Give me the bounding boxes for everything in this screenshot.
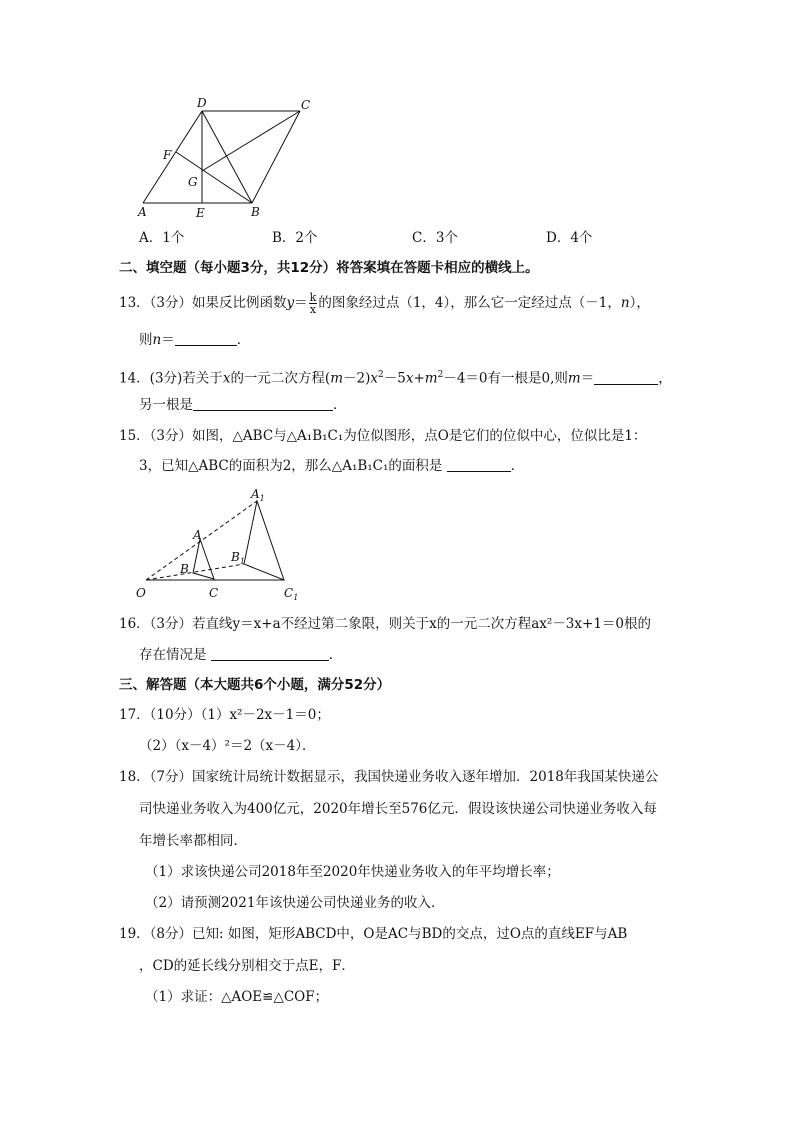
- q14-m2: m: [424, 370, 438, 387]
- q18-line2: 司快递业务收入为400亿元，2020年增长至576亿元．假设该快递公司快递业务收入每: [139, 801, 657, 817]
- label-d: D: [197, 96, 207, 110]
- q13-prefix: 13．（3分）如果反比例函数: [119, 295, 287, 311]
- q14-part-g: ＝: [580, 370, 595, 387]
- segment-db: [202, 111, 252, 203]
- q14-answer-blank-root[interactable]: [193, 396, 333, 411]
- q18-line1: 18．（7分）国家统计局统计数据显示，我国快递业务收入逐年增加．2018年我国某快递公: [119, 769, 659, 785]
- label-b-small: B: [180, 562, 189, 576]
- q19-line3: （1）求证：△AOE≌△COF；: [145, 989, 329, 1005]
- q13-eq: ＝: [294, 295, 308, 311]
- q14-m: m: [330, 370, 344, 387]
- label-o: O: [136, 586, 146, 600]
- q14-x3: x: [405, 370, 414, 387]
- segment-ad: [143, 111, 202, 203]
- label-c1: $C_1$: [284, 586, 299, 602]
- q13-line2-end: ．: [236, 332, 251, 348]
- q14-line1-end: ，: [658, 370, 672, 387]
- q13-line2-text: 则: [139, 332, 153, 348]
- label-a1: $A_1$: [251, 487, 265, 503]
- q14-part-e: +: [413, 370, 425, 387]
- q12-option-d: D．4个: [546, 230, 593, 246]
- q14-m3: m: [567, 370, 581, 387]
- figure-homothety: [130, 484, 320, 602]
- q16-line2-end: ．: [328, 647, 343, 663]
- section2-title: 二、填空题（每小题3分，共12分）将答案填在答题卡相应的横线上。: [119, 260, 539, 276]
- label-b1: $B_1$: [231, 550, 245, 566]
- q13-line2-eq: ＝: [161, 332, 175, 348]
- label-c-small: C: [209, 586, 219, 600]
- q14-answer-blank-m[interactable]: [594, 370, 658, 385]
- section3-title: 三、解答题（本大题共6个小题，满分52分）: [119, 677, 391, 693]
- triangle-abc: [193, 539, 214, 579]
- q14-part-b: 的一元二次方程(: [230, 370, 331, 387]
- q16-line2: [139, 645, 342, 665]
- q14-x: x: [222, 370, 231, 387]
- label-e: E: [196, 206, 205, 220]
- q18-line4: （1）求该快递公司2018年至2020年快递业务收入的年平均增长率；: [145, 864, 560, 880]
- q15-line2-end: ．: [510, 458, 525, 474]
- q16-answer-blank[interactable]: [211, 646, 329, 661]
- q14-part-d: －5: [383, 370, 406, 387]
- q15-line2-text: 3，已知△ABC的面积为2，那么△A₁B₁C₁的面积是: [139, 458, 443, 474]
- label-a: A: [138, 205, 147, 219]
- q13-end: ），: [629, 295, 650, 311]
- q13-frac-den: x: [309, 303, 317, 316]
- q13-suffix: 的图象经过点（1，4），那么它一定经过点（－1，: [318, 295, 621, 311]
- q18-line5: （2）请预测2021年该快递公司快递业务的收入．: [145, 895, 445, 911]
- q18-line3: 年增长率都相同．: [139, 833, 247, 849]
- q14-part-c: －2): [343, 370, 371, 387]
- segment-cb: [252, 111, 300, 203]
- q14-line1: [119, 365, 672, 389]
- q14-part-f: －4＝0有一根是0,则: [443, 370, 568, 387]
- q15-answer-blank[interactable]: [447, 457, 511, 472]
- q14-line2-end: ．: [333, 397, 347, 413]
- q13-frac-num: k: [309, 291, 317, 304]
- figure-parallelogram: [130, 92, 330, 222]
- segment-gc: [202, 111, 300, 171]
- label-g: G: [188, 175, 198, 189]
- q14-x2: x: [370, 370, 379, 387]
- q13-y: y: [286, 295, 295, 311]
- dashed-ob1: [146, 564, 244, 580]
- q14-part-a: 14．(3分)若关于: [119, 370, 223, 387]
- q14-line2: [139, 395, 347, 415]
- q16-line1: 16．（3分）若直线y＝x+a不经过第二象限，则关于x的一元二次方程ax²－3x+1＝0根的: [119, 616, 651, 632]
- q14-sq: 2: [378, 370, 384, 380]
- q17-line1: 17．（10分）（1）x²－2x－1＝0；: [119, 707, 330, 723]
- q13-n: n: [620, 295, 630, 311]
- q19-line2: ，CD的延长线分别相交于点E，F．: [139, 958, 355, 974]
- label-b: B: [251, 205, 260, 219]
- q17-line2: （2）（x－4）²＝2（x－4）．: [139, 738, 316, 754]
- q14-sq2: 2: [437, 370, 444, 380]
- q13-line2: [139, 330, 250, 350]
- label-a-small: A: [193, 528, 202, 542]
- q13-fraction: [309, 292, 318, 315]
- q12-option-a: A．1个: [139, 230, 185, 246]
- q13-line2-n: n: [152, 332, 162, 348]
- q16-line2-text: 存在情况是: [139, 647, 207, 663]
- q12-option-c: C．3个: [412, 230, 458, 246]
- q19-line1: 19．（8分）已知: 如图，矩形ABCD中，O是AC与BD的交点，过O点的直线EF与AB: [119, 926, 628, 942]
- q15-line1: 15．（3分）如图，△ABC与△A₁B₁C₁为位似图形，点O是它们的位似中心，位似比是1：: [119, 428, 647, 444]
- label-f: F: [163, 148, 172, 162]
- label-c: C: [301, 98, 311, 112]
- q12-option-b: B．2个: [272, 230, 318, 246]
- q13-line1: [119, 292, 650, 315]
- triangle-a1b1c1: [244, 501, 284, 580]
- q14-line2-text: 另一根是: [139, 397, 193, 413]
- q13-answer-blank[interactable]: [175, 331, 237, 346]
- q15-line2: [139, 456, 524, 476]
